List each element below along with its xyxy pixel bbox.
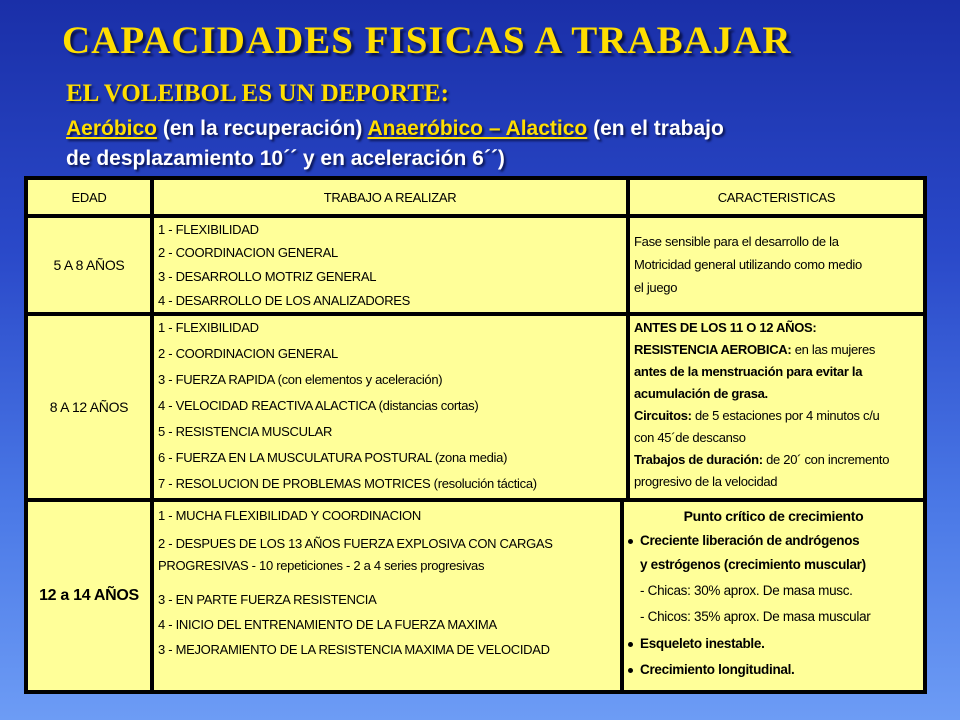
work-item: 3 - EN PARTE FUERZA RESISTENCIA (158, 592, 377, 607)
characteristic-line: el juego (634, 280, 678, 295)
subtitle: EL VOLEIBOL ES UN DEPORTE: (66, 80, 449, 107)
work-item: 1 - MUCHA FLEXIBILIDAD Y COORDINACION (158, 508, 421, 523)
header-edad: EDAD (28, 180, 150, 214)
work-item: 6 - FUERZA EN LA MUSCULATURA POSTURAL (zona media) (158, 450, 508, 465)
characteristic-bullet: Crecimiento longitudinal. (628, 662, 795, 677)
characteristic-line: ANTES DE LOS 11 O 12 AÑOS: (634, 320, 817, 335)
work-item: 2 - COORDINACION GENERAL (158, 245, 338, 260)
growth-critical-point-title: Punto crítico de crecimiento (683, 508, 864, 524)
characteristic-line: Trabajos de duración: de 20´ con incremento (634, 452, 890, 467)
bullet-icon (628, 642, 633, 647)
bullet-icon (628, 539, 633, 544)
work-item: 7 - RESOLUCION DE PROBLEMAS MOTRICES (resolución táctica) (158, 476, 537, 491)
work-item: 3 - MEJORAMIENTO DE LA RESISTENCIA MAXIMA DE VELOCIDAD (158, 642, 550, 657)
work-item: 4 - INICIO DEL ENTRENAMIENTO DE LA FUERZA MAXIMA (158, 617, 497, 632)
characteristic-line: antes de la menstruación para evitar la (634, 364, 863, 379)
anaerobic-note: (en el trabajo (587, 117, 724, 140)
characteristic-line: - Chicos: 35% aprox. De masa muscular (640, 609, 871, 624)
age-cell-12-14: 12 a 14 AÑOS (28, 502, 150, 690)
anaerobic-term: Anaeróbico – Alactico (367, 117, 588, 140)
characteristic-line: progresivo de la velocidad (634, 474, 778, 489)
characteristic-line: Motricidad general utilizando como medio (634, 257, 862, 272)
characteristics-cell-12-14 (624, 502, 923, 690)
characteristic-line: Circuitos: de 5 estaciones por 4 minutos c/u (634, 408, 880, 423)
work-item: 4 - VELOCIDAD REACTIVA ALACTICA (distancias cortas) (158, 398, 479, 413)
characteristic-line: Fase sensible para el desarrollo de la (634, 234, 839, 249)
aerobic-note: (en la recuperación) (157, 117, 368, 140)
work-item: 2 - DESPUES DE LOS 13 AÑOS FUERZA EXPLOSIVA CON CARGAS (158, 536, 553, 551)
characteristic-line: y estrógenos (crecimiento muscular) (640, 557, 866, 572)
work-item: 1 - FLEXIBILIDAD (158, 320, 259, 335)
characteristic-line: acumulación de grasa. (634, 386, 768, 401)
work-item: 1 - FLEXIBILIDAD (158, 222, 259, 237)
description-line-2: de desplazamiento 10´´ y en aceleración 6´´) (66, 147, 505, 170)
aerobic-term: Aeróbico (66, 117, 158, 140)
work-item: 5 - RESISTENCIA MUSCULAR (158, 424, 333, 439)
work-cell-12-14 (154, 502, 620, 690)
work-item: 3 - DESARROLLO MOTRIZ GENERAL (158, 269, 377, 284)
header-caracteristicas: CARACTERISTICAS (630, 180, 923, 214)
characteristic-line: - Chicas: 30% aprox. De masa musc. (640, 583, 853, 598)
characteristic-line: con 45´de descanso (634, 430, 746, 445)
sport-description (66, 114, 936, 174)
work-item: 2 - COORDINACION GENERAL (158, 346, 338, 361)
page-title: CAPACIDADES FISICAS A TRABAJAR (62, 19, 792, 62)
header-trabajo: TRABAJO A REALIZAR (154, 180, 626, 214)
age-cell-8-12: 8 A 12 AÑOS (28, 316, 150, 498)
work-item: PROGRESIVAS - 10 repeticiones - 2 a 4 series progresivas (158, 558, 485, 573)
bullet-icon (628, 668, 633, 673)
age-cell-5-8: 5 A 8 AÑOS (28, 218, 150, 312)
characteristics-cell-8-12 (630, 316, 923, 498)
work-cell-8-12 (154, 316, 626, 498)
characteristic-line: RESISTENCIA AEROBICA: en las mujeres (634, 342, 876, 357)
characteristic-bullet: Esqueleto inestable. (628, 636, 765, 651)
work-item: 4 - DESARROLLO DE LOS ANALIZADORES (158, 293, 411, 308)
work-item: 3 - FUERZA RAPIDA (con elementos y aceleración) (158, 372, 443, 387)
characteristic-bullet: Creciente liberación de andrógenos (628, 533, 859, 548)
characteristics-cell-5-8 (630, 218, 923, 312)
capacities-table (24, 176, 927, 694)
work-cell-5-8 (154, 218, 626, 312)
